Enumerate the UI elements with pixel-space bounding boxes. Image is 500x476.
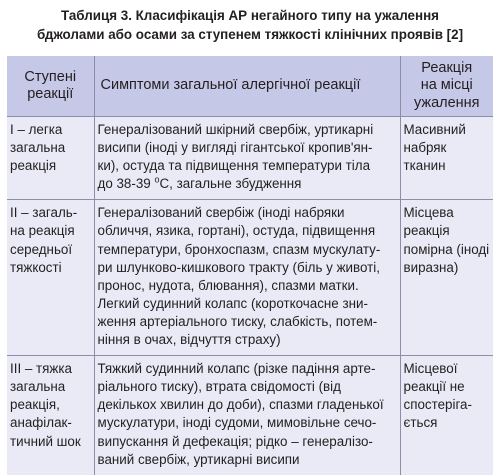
header-degree-line: Ступені [24, 68, 77, 85]
cell-line: I – легка [10, 122, 63, 137]
caption-line-2: бджолами або осами за ступенем тяжкості клінічних проявів [2] [36, 27, 464, 42]
cell-line: ніння в очах, відчуття страху) [97, 332, 281, 348]
cell-degree [7, 356, 94, 475]
header-degree-line: реакції [27, 86, 74, 102]
table-row [7, 356, 493, 475]
cell-line: пронос, нудота, блювання), спазми матки. [97, 277, 359, 293]
cell-local-reaction [400, 356, 493, 475]
classification-table [7, 56, 493, 475]
cell-line: реакція [10, 158, 57, 174]
cell-line: реакція [403, 223, 450, 239]
cell-line: тяжкості [10, 259, 62, 275]
header-local-line: на місці [420, 77, 473, 94]
cell-local-reaction [400, 200, 493, 356]
cell-line: на реакція [10, 223, 75, 239]
cell-line: Місцева [403, 205, 454, 221]
cell-local-reaction [400, 117, 493, 200]
cell-line: Генералізований шкірний свербіж, уртикарні [97, 122, 374, 137]
cell-line: помірна (іноді [403, 241, 490, 257]
cell-line: обличчя, язика, гортані), остуда, підвищення [97, 223, 376, 239]
cell-line: ріального тиску), втрата свідомості (від [97, 379, 341, 395]
cell-line: загальна [10, 379, 66, 395]
degree-symbol: o [154, 174, 160, 185]
cell-line: виразна) [403, 259, 459, 275]
caption-line-1: Таблиця 3. Класифікація АР негайного типу на ужалення [61, 8, 439, 23]
cell-line: середньої [10, 241, 73, 257]
header-degree [7, 56, 94, 117]
cell-line: анафілак- [10, 415, 72, 431]
cell-line: ваний свербіж, уртикарні висипи [97, 451, 300, 467]
table-row [7, 117, 493, 200]
cell-line: ри шлунково-кишкового тракту (біль у животі, [97, 259, 380, 275]
cell-line: ження артеріального тиску, слабкість, потем- [97, 313, 378, 329]
cell-symptoms [94, 356, 400, 475]
header-symptoms-line: Симптоми загальної алергічної реакції [100, 77, 361, 94]
header-symptoms [94, 56, 400, 117]
cell-line: випускання й дефекація; рідко – генералізо- [97, 433, 373, 449]
temperature-text: до 38-39 [97, 176, 155, 192]
cell-line: II – загаль- [10, 205, 78, 221]
cell-line: висипи (іноді у вигляді гігантської кропив'ян- [97, 140, 373, 156]
cell-degree [7, 117, 94, 200]
cell-line: Масивний [403, 122, 466, 137]
cell-line: Місцевої [403, 361, 458, 377]
cell-line: ється [403, 415, 438, 431]
cell-line: мускулатури, іноді судоми, мимовільне сечо- [97, 415, 377, 431]
cell-line: III – тяжка [10, 361, 72, 377]
table-row [7, 200, 493, 356]
cell-line: Генералізований свербіж (іноді набряки [97, 205, 345, 221]
cell-line: загальна [10, 140, 66, 156]
header-local-line: ужалення [413, 94, 480, 111]
cell-line: температури, бронхоспазм, спазм мускулату- [97, 241, 381, 257]
cell-line: реакція, [10, 397, 60, 413]
cell-line: набряк [403, 140, 447, 156]
cell-degree [7, 200, 94, 356]
table-caption [0, 6, 500, 44]
header-local-reaction [400, 56, 493, 117]
cell-line: декількох хвилин до доби), спазми гладенької [97, 397, 384, 413]
cell-line: реакції не [403, 379, 465, 395]
header-local-line: Реакція [421, 59, 473, 76]
cell-line: Тяжкий судинний колапс (різке падіння арте- [97, 361, 376, 377]
cell-symptoms [94, 117, 400, 200]
cell-symptoms [94, 200, 400, 356]
cell-line [98, 175, 397, 193]
cell-line: ки), остуда та підвищення температури тіла [97, 158, 371, 174]
cell-line: тичний шок [10, 433, 81, 449]
cell-line: спостеріга- [403, 397, 472, 413]
table-header-row [7, 56, 493, 117]
cell-line: Легкий судинний колапс (короткочасне зни- [97, 295, 368, 311]
temperature-unit-text: С, загальне збудження [159, 176, 302, 192]
cell-line: тканин [403, 158, 446, 174]
